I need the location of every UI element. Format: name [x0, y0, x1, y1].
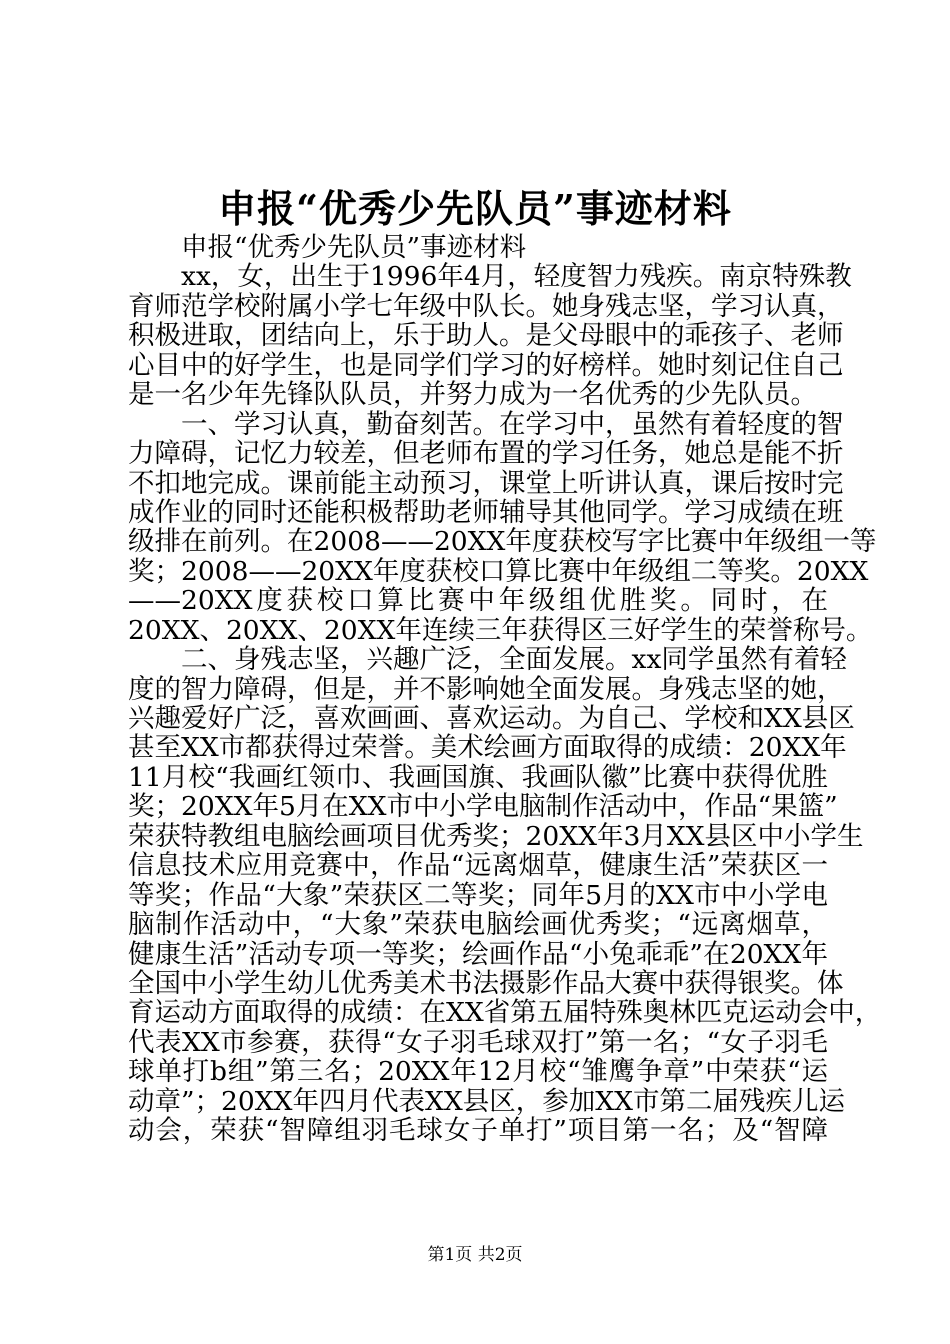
body-line: 育师范学校附属小学七年级中队长。她身残志坚，学习认真， [128, 290, 844, 322]
body-line: 信息技术应用竞赛中，作品“远离烟草，健康生活”荣获区一 [128, 850, 828, 882]
body-line: 代表XX市参赛，获得“女子羽毛球双打”第一名；“女子羽毛 [128, 1026, 828, 1058]
body-line: ——20XX度获校口算比赛中年级组优胜奖。同时，在 [128, 585, 828, 617]
body-line: 一、学习认真，勤奋刻苦。在学习中，虽然有着轻度的智 [181, 408, 844, 440]
body-line: 球单打b组”第三名；20XX年12月校“雏鹰争章”中荣获“运 [128, 1056, 828, 1088]
body-line: 度的智力障碍，但是，并不影响她全面发展。身残志坚的她， [128, 673, 844, 705]
body-line: 力障碍，记忆力较差，但老师布置的学习任务，她总是能不折 [128, 438, 844, 470]
body-line: xx，女，出生于1996年4月，轻度智力残疾。南京特殊教 [181, 261, 852, 293]
body-line: 申报“优秀少先队员”事迹材料 [181, 232, 527, 263]
body-line: 脑制作活动中，“大象”荣获电脑绘画优秀奖；“远离烟草， [128, 909, 828, 941]
body-line: 育运动方面取得的成绩：在XX省第五届特殊奥林匹克运动会中， [128, 997, 882, 1029]
body-line: 全国中小学生幼儿优秀美术书法摄影作品大赛中获得银奖。体 [128, 967, 844, 999]
body-line: 奖；20XX年5月在XX市中小学电脑制作活动中，作品“果篮” [128, 791, 838, 823]
body-line: 动会，荣获“智障组羽毛球女子单打”项目第一名；及“智障 [128, 1115, 828, 1147]
body-line: 不扣地完成。课前能主动预习，课堂上听讲认真，课后按时完 [128, 467, 844, 499]
body-line: 级排在前列。在2008——20XX年度获校写字比赛中年级组一等 [128, 526, 877, 558]
page-footer: 第1页 共2页 [427, 1245, 523, 1265]
body-line: 奖；2008——20XX年度获校口算比赛中年级组二等奖。20XX [128, 555, 869, 587]
document-body [128, 232, 882, 1147]
body-line: 动章”；20XX年四月代表XX县区，参加XX市第二届残疾儿运 [128, 1085, 845, 1117]
body-line: 是一名少年先锋队队员，并努力成为一名优秀的少先队员。 [128, 379, 817, 411]
body-line: 11月校“我画红领巾、我画国旗、我画队徽”比赛中获得优胜 [128, 761, 828, 793]
document-title: 申报“优秀少先队员”事迹材料 [218, 186, 732, 231]
body-line: 成作业的同时还能积极帮助老师辅导其他同学。学习成绩在班 [128, 496, 844, 528]
body-line: 心目中的好学生，也是同学们学习的好榜样。她时刻记住自己 [128, 349, 844, 381]
body-line: 甚至XX市都获得过荣誉。美术绘画方面取得的成绩：20XX年 [128, 732, 847, 764]
body-line: 等奖；作品“大象”荣获区二等奖；同年5月的XX市中小学电 [128, 879, 828, 911]
body-line: 健康生活”活动专项一等奖；绘画作品“小兔乖乖”在20XX年 [128, 938, 828, 970]
body-line: 二、身残志坚，兴趣广泛，全面发展。xx同学虽然有着轻 [181, 644, 847, 676]
body-line: 20XX、20XX、20XX年连续三年获得区三好学生的荣誉称号。 [128, 614, 873, 646]
body-line: 积极进取，团结向上，乐于助人。是父母眼中的乖孩子、老师 [128, 320, 844, 352]
body-line: 荣获特教组电脑绘画项目优秀奖；20XX年3月XX县区中小学生 [128, 820, 864, 852]
body-line: 兴趣爱好广泛，喜欢画画、喜欢运动。为自己、学校和XX县区 [128, 703, 855, 734]
